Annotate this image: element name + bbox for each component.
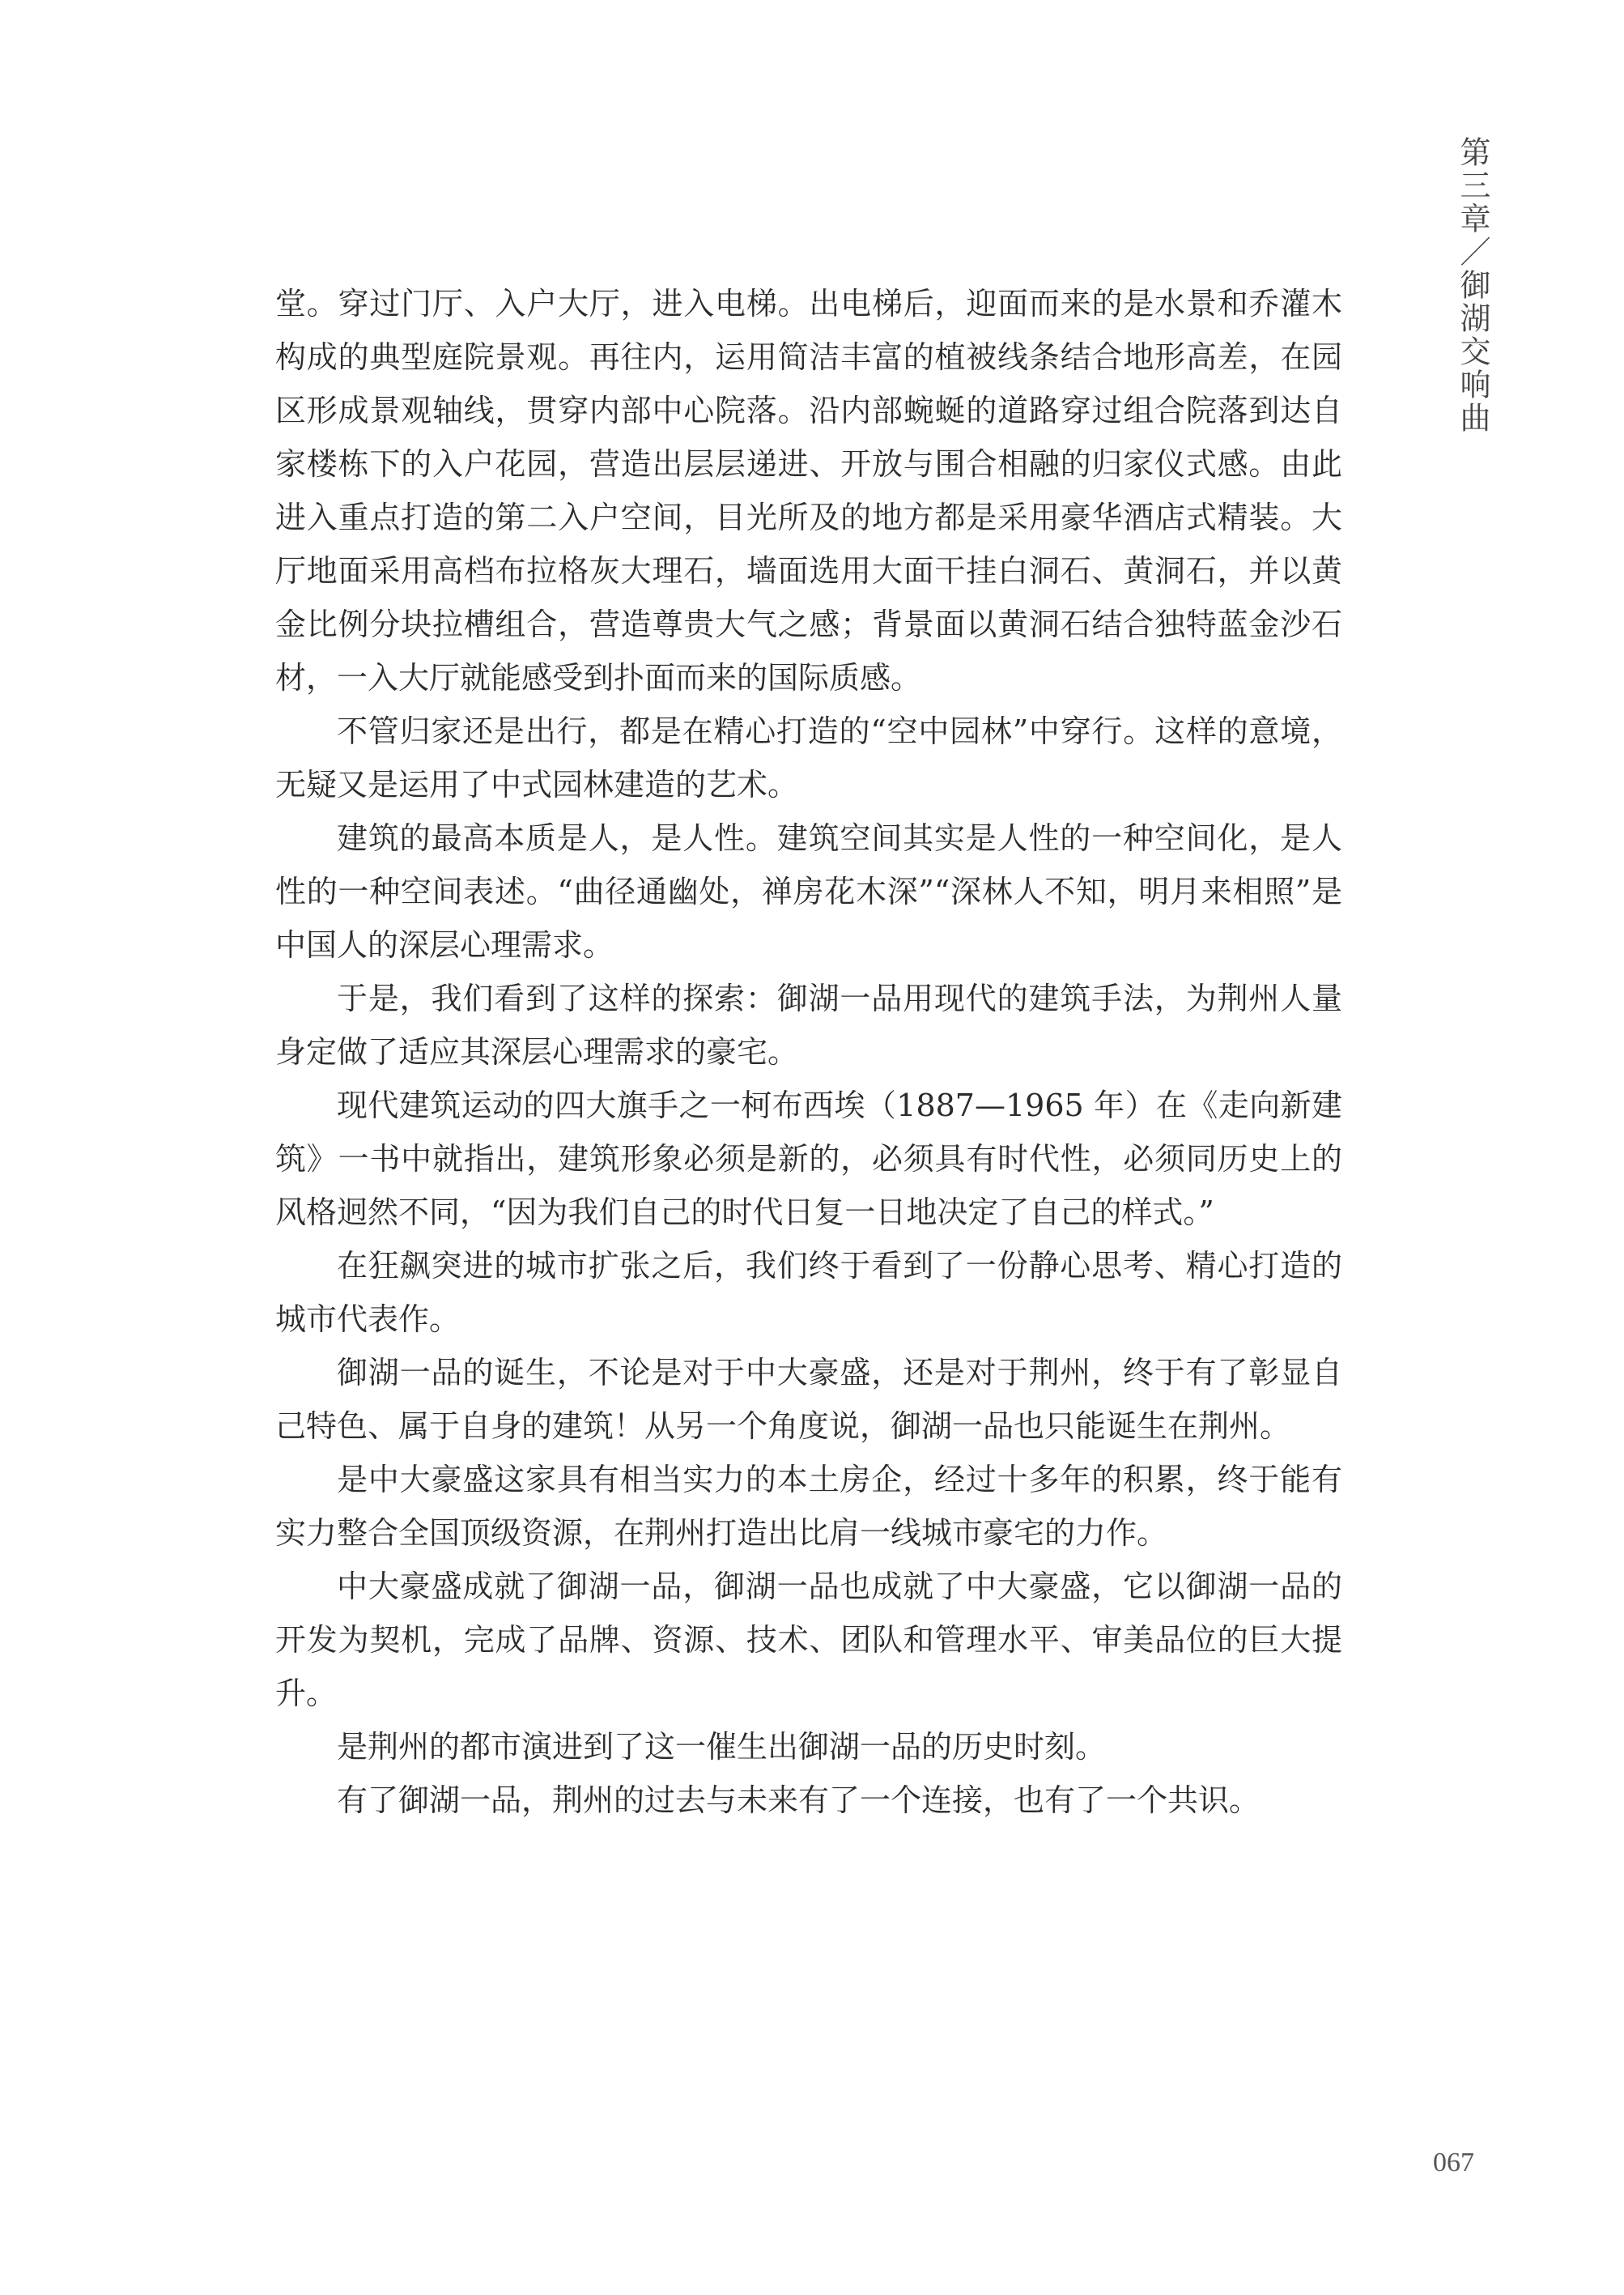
paragraph: 不管归家还是出行，都是在精心打造的“空中园林”中穿行。这样的意境，无疑又是运用了中式园林建造的艺术。 [275,713,1342,803]
paragraph: 建筑的最高本质是人，是人性。建筑空间其实是人性的一种空间化，是人性的一种空间表述。“曲径通幽处，禅房花木深”“深林人不知，明月来相照”是中国人的深层心理需求。 [275,820,1342,963]
paragraph: 是中大豪盛这家具有相当实力的本土房企，经过十多年的积累，终于能有实力整合全国顶级资源，在荆州打造出比肩一线城市豪宅的力作。 [275,1462,1342,1551]
paragraph: 御湖一品的诞生，不论是对于中大豪盛，还是对于荆州，终于有了彰显自己特色、属于自身的建筑！从另一个角度说，御湖一品也只能诞生在荆州。 [275,1355,1342,1444]
paragraph: 是荆州的都市演进到了这一催生出御湖一品的历史时刻。 [337,1729,1107,1765]
running-head: 第三章／御湖交响曲 [1455,136,1490,435]
page-number: 067 [1433,2148,1474,2178]
body-text [275,277,1342,1827]
paragraph: 堂。穿过门厅、入户大厅，进入电梯。出电梯后，迎面而来的是水景和乔灌木构成的典型庭院景观。再往内，运用简洁丰富的植被线条结合地形高差，在园区形成景观轴线，贯穿内部中心院落。沿内部蜿蜒的道路穿过组合院落到达自家楼栋下的入户花园，营造出层层递进、开放与围合相融的归家仪式感。由此进入重点打造的第二入户空间，目光所及的地方都是采用豪华酒店式精装。大厅地面采用高档布拉格灰大理石，墙面选用大面干挂白洞石、黄洞石，并以黄金比例分块拉槽组合，营造尊贵大气之感；背景面以黄洞石结合独特蓝金沙石材，一入大厅就能感受到扑面而来的国际质感。 [275,286,1342,696]
paragraph: 现代建筑运动的四大旗手之一柯布西埃（1887—1965 年）在《走向新建筑》一书中就指出，建筑形象必须是新的，必须具有时代性，必须同历史上的风格迥然不同，“因为我们自己的时代日复一日地决定了自己的样式。” [275,1088,1342,1230]
paragraph: 于是，我们看到了这样的探索：御湖一品用现代的建筑手法，为荆州人量身定做了适应其深层心理需求的豪宅。 [275,981,1342,1070]
paragraph: 有了御湖一品，荆州的过去与未来有了一个连接，也有了一个共识。 [337,1782,1261,1818]
paragraph: 中大豪盛成就了御湖一品，御湖一品也成就了中大豪盛，它以御湖一品的开发为契机，完成了品牌、资源、技术、团队和管理水平、审美品位的巨大提升。 [275,1569,1342,1711]
paragraph: 在狂飙突进的城市扩张之后，我们终于看到了一份静心思考、精心打造的城市代表作。 [275,1248,1342,1337]
